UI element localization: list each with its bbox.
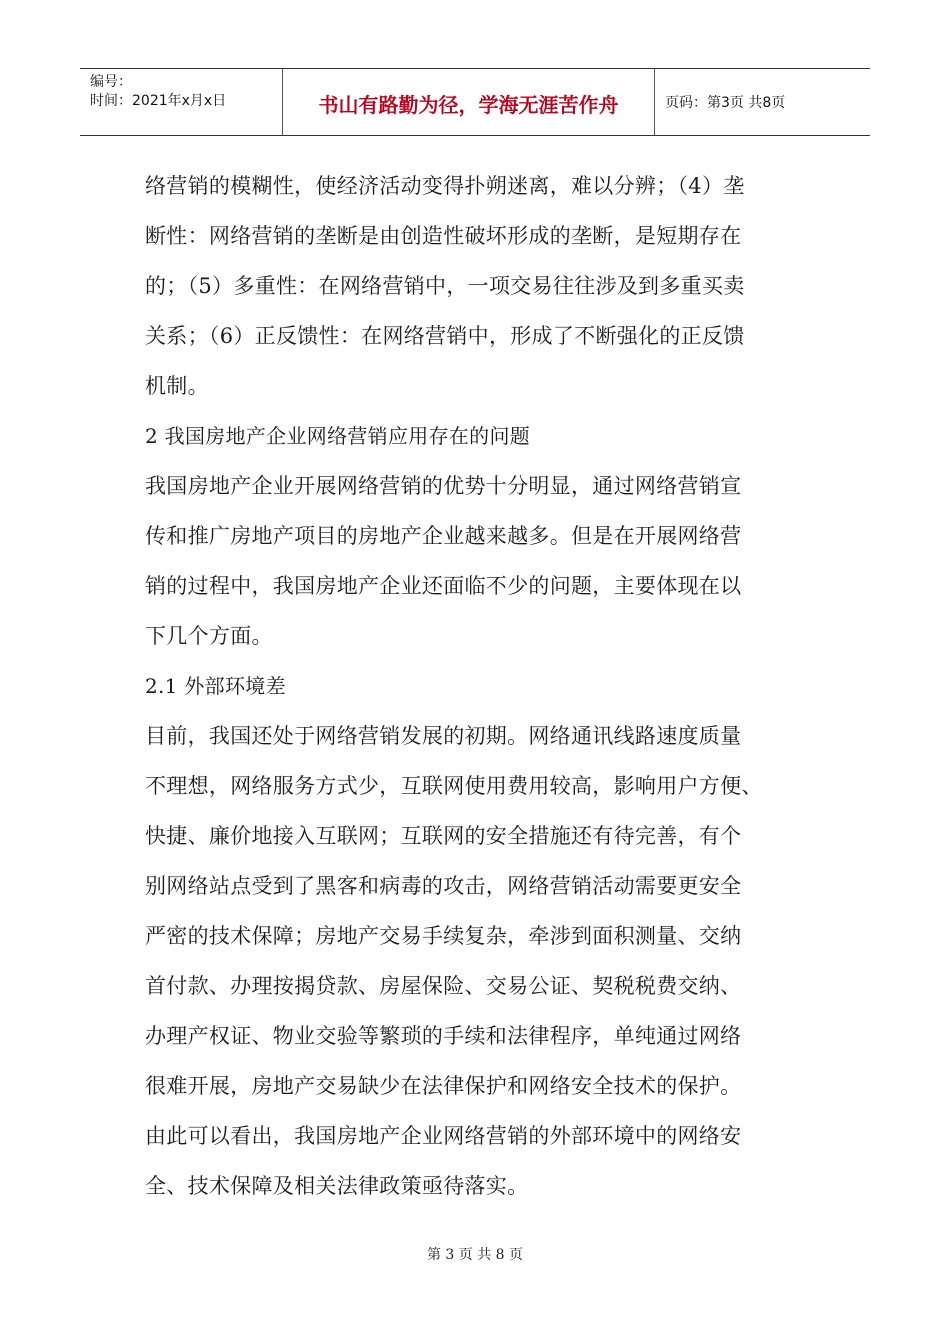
paragraph-line: 快捷、廉价地接入互联网；互联网的安全措施还有待完善，有个 xyxy=(145,824,742,848)
paragraph-line: 关系；（6）正反馈性：在网络营销中，形成了不断强化的正反馈 xyxy=(145,324,745,348)
paragraph-line: 全、技术保障及相关法律政策亟待落实。 xyxy=(145,1174,529,1198)
paragraph-line: 下几个方面。 xyxy=(145,624,273,648)
subsection-heading: 2.1 外部环境差 xyxy=(145,674,286,698)
paragraph-line: 由此可以看出，我国房地产企业网络营销的外部环境中的网络安 xyxy=(145,1124,742,1148)
time-label: 时间：2021年x月x日 xyxy=(90,93,227,109)
page-header xyxy=(80,68,870,136)
header-page-info: 页码：第3页 共8页 xyxy=(665,95,786,111)
paragraph-line: 络营销的模糊性，使经济活动变得扑朔迷离，难以分辨；（4）垄 xyxy=(145,174,745,198)
paragraph-line: 别网络站点受到了黑客和病毒的攻击，网络营销活动需要更安全 xyxy=(145,874,742,898)
paragraph-line: 很难开展，房地产交易缺少在法律保护和网络安全技术的保护。 xyxy=(145,1074,742,1098)
section-heading: 2 我国房地产企业网络营销应用存在的问题 xyxy=(145,424,531,448)
paragraph-line: 我国房地产企业开展网络营销的优势十分明显，通过网络营销宣 xyxy=(145,474,742,498)
number-label: 编号： xyxy=(90,74,132,90)
paragraph-line: 目前，我国还处于网络营销发展的初期。网络通讯线路速度质量 xyxy=(145,724,742,748)
paragraph-line: 首付款、办理按揭贷款、房屋保险、交易公证、契税税费交纳、 xyxy=(145,974,742,998)
header-meta xyxy=(80,69,282,135)
paragraph-line: 办理产权证、物业交验等繁琐的手续和法律程序，单纯通过网络 xyxy=(145,1024,742,1048)
paragraph-line: 不理想，网络服务方式少，互联网使用费用较高，影响用户方便、 xyxy=(145,774,763,798)
paragraph-line: 严密的技术保障；房地产交易手续复杂，牵涉到面积测量、交纳 xyxy=(145,924,742,948)
paragraph-line: 的；（5）多重性：在网络营销中，一项交易往往涉及到多重买卖 xyxy=(145,274,745,298)
paragraph-line: 机制。 xyxy=(145,374,209,398)
document-body xyxy=(145,161,805,1211)
paragraph-line: 断性：网络营销的垄断是由创造性破坏形成的垄断，是短期存在 xyxy=(145,224,742,248)
paragraph-line: 销的过程中，我国房地产企业还面临不少的问题，主要体现在以 xyxy=(145,574,742,598)
paragraph-line: 传和推广房地产项目的房地产企业越来越多。但是在开展网络营 xyxy=(145,524,742,548)
header-motto: 书山有路勤为径，学海无涯苦作舟 xyxy=(282,69,655,135)
page-footer: 第 3 页 共 8 页 xyxy=(426,1247,524,1263)
